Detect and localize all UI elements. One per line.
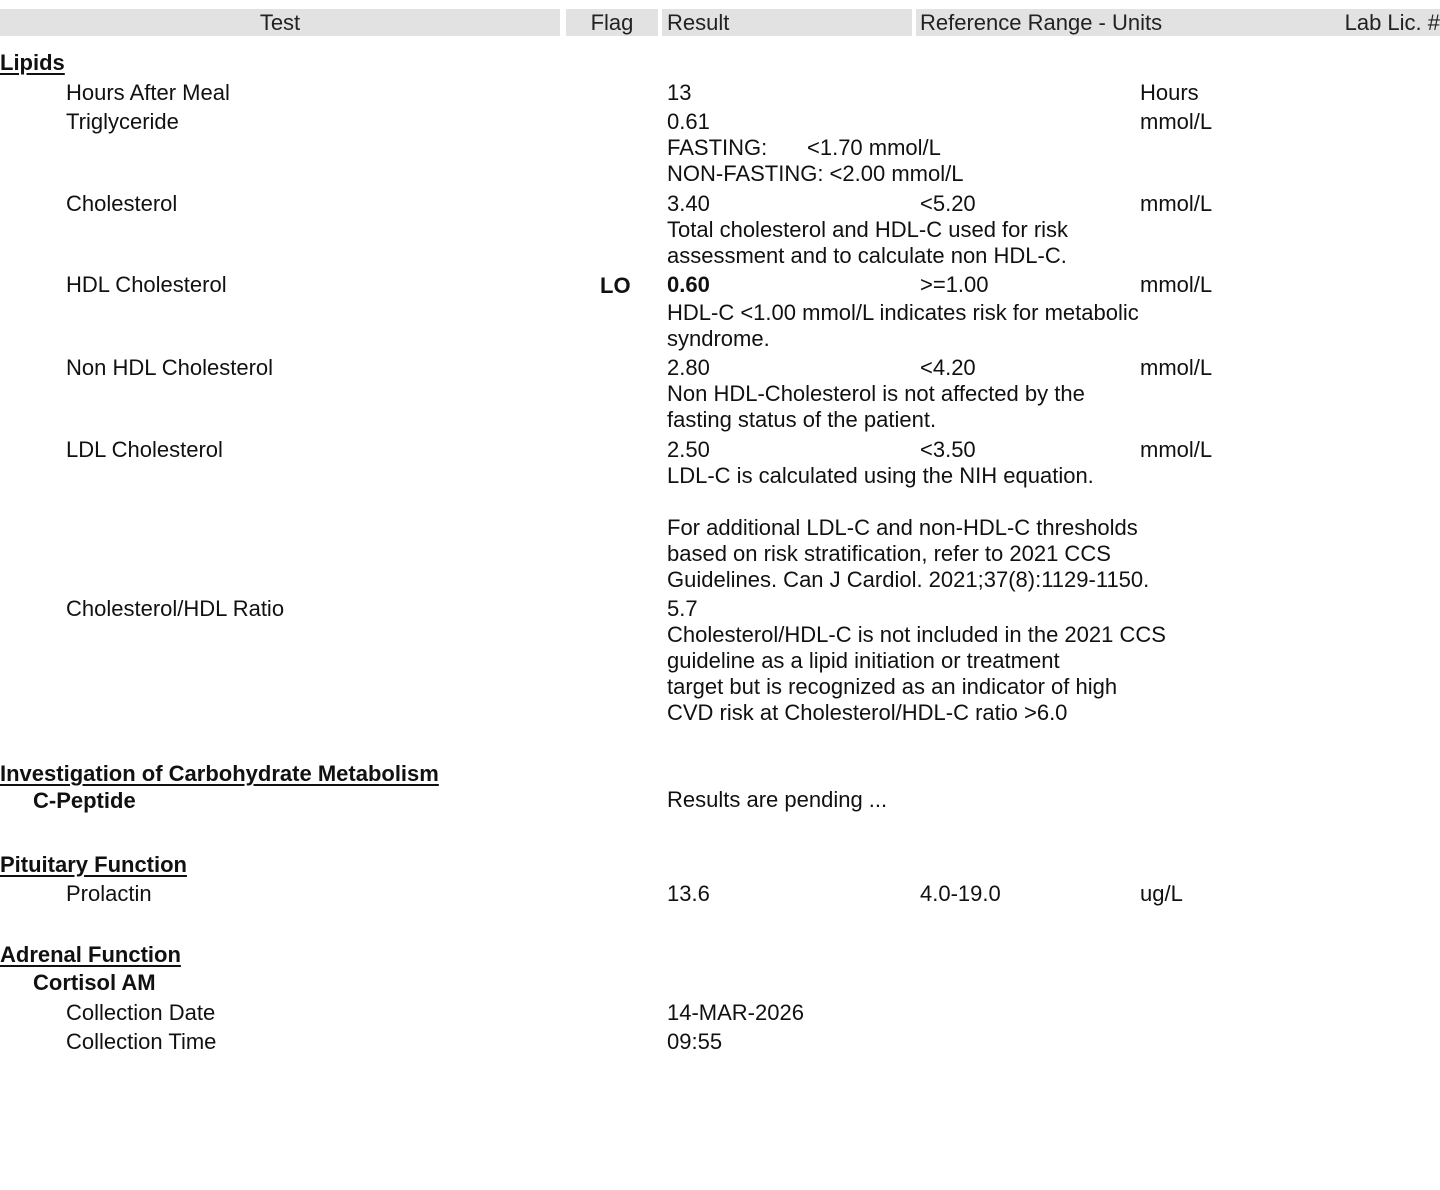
test-result: 2.50 [667, 437, 710, 462]
test-note-line: Total cholesterol and HDL-C used for risk [667, 217, 1069, 242]
test-reference-range: 4.0-19.0 [920, 881, 1001, 906]
section-title-pituitary: Pituitary Function [0, 852, 187, 877]
test-result: 13.6 [667, 881, 710, 906]
test-note-line: guideline as a lipid initiation or treatment [667, 648, 1060, 673]
header-test: Test [0, 9, 560, 36]
test-reference-range: >=1.00 [920, 272, 989, 297]
test-result: 13 [667, 80, 692, 105]
test-result: 09:55 [667, 1029, 723, 1054]
test-result: 5.7 [667, 596, 698, 621]
test-note-line: syndrome. [667, 326, 770, 351]
test-name: Prolactin [66, 881, 152, 906]
test-name: Collection Time [66, 1029, 217, 1054]
test-result-abnormal: 0.60 [667, 272, 710, 297]
test-note-line: Guidelines. Can J Cardiol. 2021;37(8):1129-1150. [667, 567, 1150, 592]
test-note-line: HDL-C <1.00 mmol/L indicates risk for metabolic [667, 300, 1139, 325]
header-flag: Flag [566, 9, 658, 36]
test-name: LDL Cholesterol [66, 437, 223, 462]
test-units: mmol/L [1140, 109, 1213, 134]
header-lab-license: Lab Lic. # [1344, 10, 1440, 35]
test-note-line: Cholesterol/HDL-C is not included in the 2021 CCS [667, 622, 1166, 647]
section-title-adrenal: Adrenal Function [0, 942, 181, 967]
test-result: 0.61 [667, 109, 710, 134]
note-fasting-label: FASTING: [667, 135, 768, 160]
test-note-line: CVD risk at Cholesterol/HDL-C ratio >6.0 [667, 700, 1068, 725]
test-units: mmol/L [1140, 355, 1213, 380]
test-note-line: LDL-C is calculated using the NIH equation. [667, 463, 1094, 488]
test-reference-range: <5.20 [920, 191, 976, 216]
test-name: Hours After Meal [66, 80, 230, 105]
test-result: 2.80 [667, 355, 710, 380]
note-nonfasting: NON-FASTING: <2.00 mmol/L [667, 161, 964, 186]
test-name-c-peptide: C-Peptide [33, 788, 136, 813]
test-units: ug/L [1140, 881, 1183, 906]
test-note-line: target but is recognized as an indicator of high [667, 674, 1118, 699]
test-note-line: assessment and to calculate non HDL-C. [667, 243, 1067, 268]
test-name-cortisol: Cortisol AM [33, 970, 156, 995]
test-reference-range: <3.50 [920, 437, 976, 462]
test-name: HDL Cholesterol [66, 272, 227, 297]
test-name: Cholesterol [66, 191, 178, 216]
test-result: 3.40 [667, 191, 710, 216]
test-name: Collection Date [66, 1000, 216, 1025]
test-reference-range: <4.20 [920, 355, 976, 380]
test-note-line: Non HDL-Cholesterol is not affected by the [667, 381, 1085, 406]
test-name: Triglyceride [66, 109, 179, 134]
test-note-line: For additional LDL-C and non-HDL-C thresholds [667, 515, 1138, 540]
header-result: Result [662, 9, 912, 36]
test-note-line: based on risk stratification, refer to 2021 CCS [667, 541, 1111, 566]
note-fasting-value: <1.70 mmol/L [807, 135, 941, 160]
test-units: Hours [1140, 80, 1199, 105]
test-units: mmol/L [1140, 272, 1213, 297]
section-title-carbohydrate: Investigation of Carbohydrate Metabolism [0, 761, 439, 786]
test-name: Non HDL Cholesterol [66, 355, 274, 380]
test-units: mmol/L [1140, 437, 1213, 462]
header-reference-range: Reference Range - Units [916, 9, 1440, 36]
test-result: 14-MAR-2026 [667, 1000, 804, 1025]
section-title-lipids: Lipids [0, 50, 65, 75]
test-units: mmol/L [1140, 191, 1213, 216]
test-note-line: fasting status of the patient. [667, 407, 937, 432]
flag-low: LO [600, 273, 631, 298]
test-name: Cholesterol/HDL Ratio [66, 596, 285, 621]
test-result-pending: Results are pending ... [667, 787, 888, 812]
